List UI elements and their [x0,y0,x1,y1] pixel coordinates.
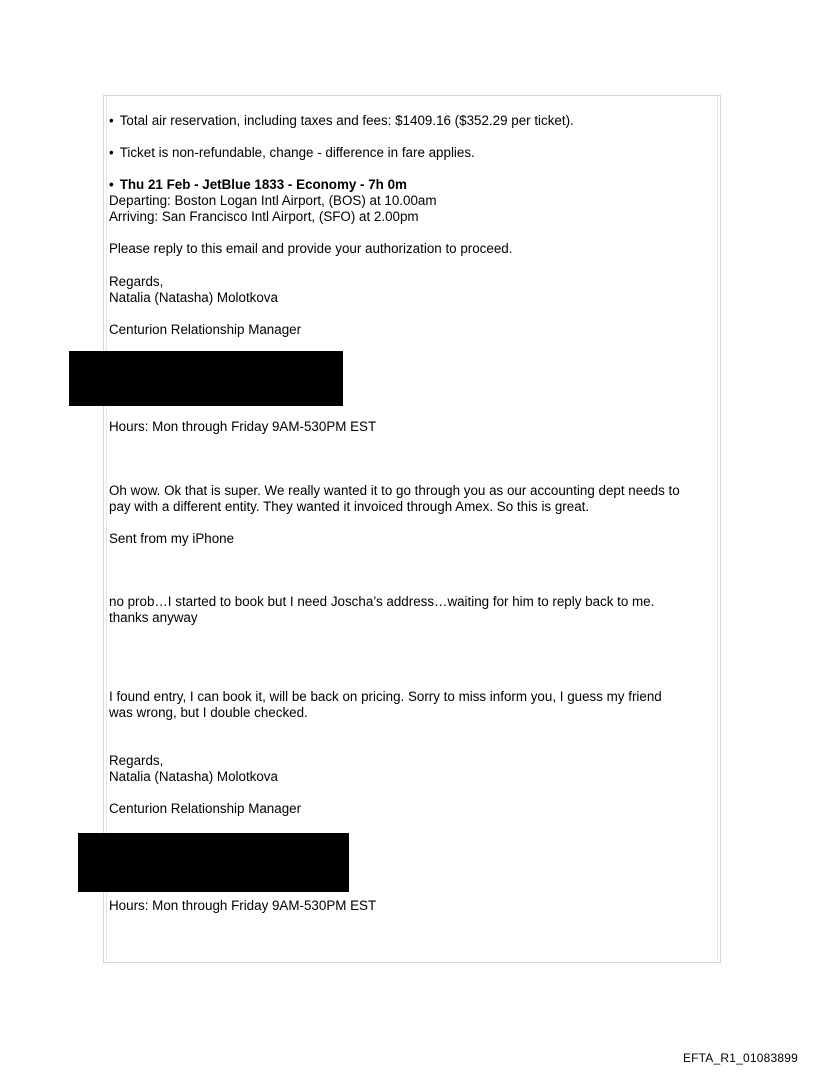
flight-line [109,177,407,193]
ticket-text: Ticket is non-refundable, change - difference in fare applies. [119,145,475,160]
redaction-block [69,351,343,406]
redaction-block [78,833,349,892]
authorization-request-text: Please reply to this email and provide your authorization to proceed. [109,241,513,256]
signature-name: Natalia (Natasha) Molotkova [109,290,278,305]
reply-line: was wrong, but I double checked. [109,705,308,720]
arriving-text: Arriving: San Francisco Intl Airport, (SFO) at 2.00pm [109,209,419,224]
signature-closing: Regards, [109,274,164,289]
signature-hours: Hours: Mon through Friday 9AM-530PM EST [109,419,377,434]
document-id: EFTA_R1_01083899 [682,1051,798,1065]
bullet: • [109,177,114,192]
signature-name: Natalia (Natasha) Molotkova [109,769,278,784]
reply-line: thanks anyway [109,610,198,625]
reply-line: I found entry, I can book it, will be back on pricing. Sorry to miss inform you, I guess my friend [109,689,662,704]
bullet: • [109,113,114,128]
total-text: Total air reservation, including taxes and fees: $1409.16 ($352.29 per ticket). [119,113,574,128]
flight-text: Thu 21 Feb - JetBlue 1833 - Economy - 7h 0m [119,177,407,192]
reply-line: pay with a different entity. They wanted it invoiced through Amex. So this is great. [109,499,590,514]
signature-closing: Regards, [109,753,164,768]
sent-from-text: Sent from my iPhone [109,531,235,546]
bullet: • [109,145,114,160]
total-line [109,113,574,129]
departing-text: Departing: Boston Logan Intl Airport, (BOS) at 10.00am [109,193,437,208]
signature-title: Centurion Relationship Manager [109,322,302,337]
reply-line: Oh wow. Ok that is super. We really wanted it to go through you as our accounting dept needs to [109,483,680,498]
signature-hours: Hours: Mon through Friday 9AM-530PM EST [109,898,377,913]
ticket-line [109,145,475,161]
signature-title: Centurion Relationship Manager [109,801,302,816]
reply-line: no prob…I started to book but I need Joscha’s address…waiting for him to reply back to me. [109,594,655,609]
